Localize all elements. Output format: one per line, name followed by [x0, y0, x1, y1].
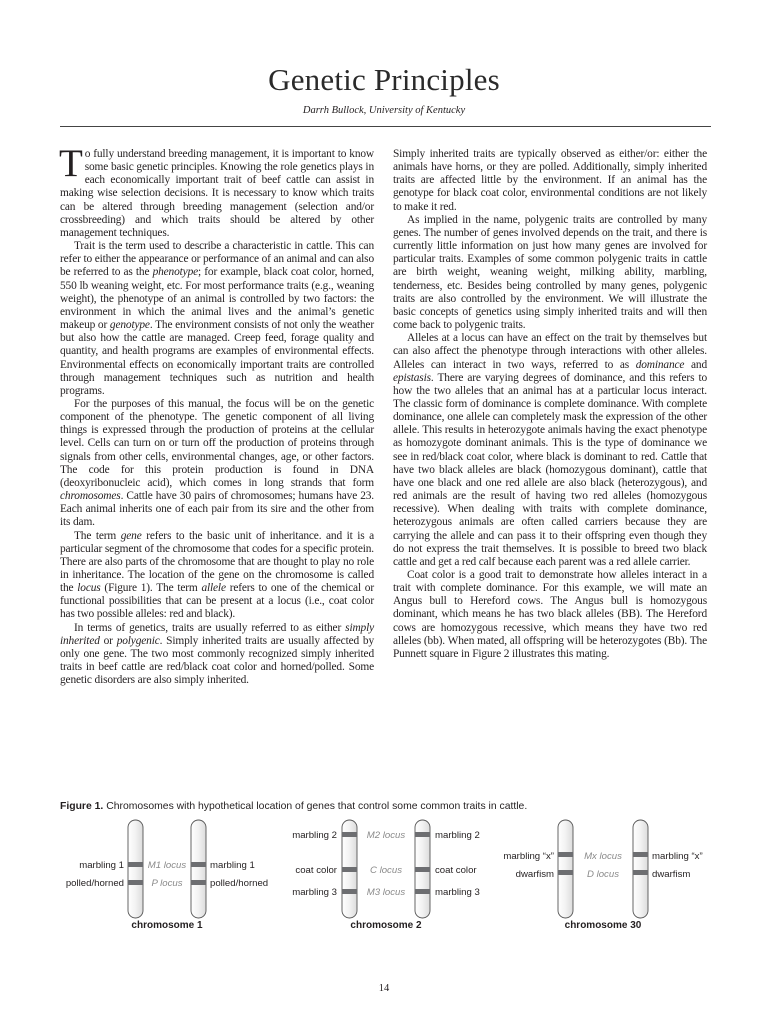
chromosome-1-locus-2: P locus — [151, 878, 183, 889]
figure-1-caption-text: Chromosomes with hypothetical location of genes that control some common traits in cattle. — [103, 801, 528, 812]
body-paragraph — [393, 569, 707, 661]
body-paragraph — [60, 622, 374, 688]
locus-band — [342, 889, 357, 894]
figure-1-label: Figure 1. — [60, 801, 104, 812]
locus-band — [415, 889, 430, 894]
locus-band — [128, 862, 143, 867]
chromosome-2-right-label-1: marbling 2 — [435, 830, 480, 841]
locus-band — [558, 870, 573, 875]
right-column — [393, 148, 707, 661]
chromosome-2-locus-3: M3 locus — [366, 887, 406, 898]
figure-1 — [0, 815, 768, 940]
locus-band — [415, 832, 430, 837]
figure-1-caption — [60, 801, 720, 812]
locus-band — [191, 862, 206, 867]
text-run: . Cattle have 30 pairs of chromosomes; humans have 23. Each animal inherits one of each pair from its sire and the other from its dam. — [60, 490, 374, 529]
italic-term: epistasis — [393, 371, 431, 384]
text-run: In terms of genetics, traits are usually referred to as either — [74, 621, 346, 634]
body-paragraph — [60, 530, 374, 622]
text-run: refers to one of the chemical or functional possibilities that can be present at a locus (i.e., coat color has two possible alleles: red and black). — [60, 582, 374, 621]
text-run: refers to the basic unit of inheritance. and it is a particular segment of the chromosome that codes for a specific protein. There are also parts of the chromosome that are thought to play no role in inheritance. The location of the gene on the chromosome is called the — [60, 529, 374, 595]
chromosome-1-figure — [66, 820, 268, 931]
locus-band — [558, 852, 573, 857]
page-title: Genetic Principles — [268, 62, 500, 97]
chromosome-2-left-label-1: marbling 2 — [292, 830, 337, 841]
text-run: Coat color is a good trait to demonstrate how alleles interact in a trait with complete dominance. For this example, we will mate an Angus bull to Hereford cows. The Angus bull is homozygous dominant, which means he has two black alleles (BB). The Hereford cows are homozygous recessive, which means they have two red alleles (bb). When mated, all offspring will be heterozygotes (Bb). The Punnett square in Figure 2 illustrates this mating. — [393, 569, 707, 660]
locus-band — [415, 867, 430, 872]
italic-term: dominance — [635, 358, 685, 371]
drop-cap: T — [59, 142, 83, 185]
chromosome-30-locus-1: Mx locus — [584, 851, 622, 862]
locus-band — [191, 880, 206, 885]
chromosome-1-right-label-1: marbling 1 — [210, 860, 255, 871]
chromosome-30-left-label-1: marbling “x” — [503, 851, 554, 862]
italic-term: phenotype — [152, 266, 199, 279]
italic-term: locus — [77, 582, 101, 595]
text-run: Alleles at a locus can have an effect on the trait by themselves but can also affect the phenotype through interactions with other alleles. Alleles can interact in two ways, referred to as — [393, 332, 707, 371]
chromosome-30-right-label-2: dwarfism — [652, 869, 691, 880]
chromosome-1-name: chromosome 1 — [131, 920, 203, 931]
chromosome-2-right-label-2: coat color — [435, 865, 477, 876]
italic-term: genotype — [109, 319, 150, 332]
text-run: As implied in the name, polygenic traits are controlled by many genes. The number of genes involved depends on the trait, and there is currently little information on just how many genes are involved for particular traits. Examples of some common polygenic traits in cattle are birth weight, weaning weight, milking ability, marbling, tenderness, etc. Besides being controlled by many genes, polygenic traits are also controlled by the environment. We will illustrate the basic concepts of genetics using simply inherited traits and will then come back to polygenic traits. — [393, 213, 707, 332]
italic-term: allele — [201, 582, 226, 595]
locus-band — [633, 852, 648, 857]
text-run: Simply inherited traits are typically observed as either/or: either the animals have horns, or they are polled. Additionally, simply inherited traits are affected little by the environment. If an animal has the genotype for black coat color, environmental conditions are not likely to make it red. — [393, 148, 707, 213]
text-run: For the purposes of this manual, the focus will be on the genetic component of the phenotype. The genetic component of all living things is expressed through the production of proteins at the cellular level. Cells can turn on or turn off the production of proteins through signals from other cells, environmental changes, age, or other factors. The code for this protein production is found in DNA (deoxyribonucleic acid), which comes in long strands that form — [60, 397, 374, 489]
chromosome-1-locus-1: M1 locus — [147, 860, 187, 871]
text-run: Trait is the term used to describe a characteristic in cattle. This can refer to either the appearance or performance of an animal and can also be referred to as the — [60, 240, 374, 279]
text-run: . The environment consists of not only the weather but also how the cattle are managed. Creep feed, forage quality and quantity, and health programs are examples of environmental effects. Environmental effects on economically important traits are controlled through management techniques such as nutrition and health programs. — [60, 319, 374, 397]
chromosome-2-locus-2: C locus — [370, 865, 402, 876]
body-paragraph — [393, 214, 707, 332]
chromosome-30-name: chromosome 30 — [564, 920, 642, 931]
chromosome-30-right-strand — [633, 820, 648, 918]
text-run: (Figure 1). The term — [100, 582, 202, 595]
chromosome-1-left-label-2: polled/horned — [65, 878, 124, 889]
locus-band — [342, 832, 357, 837]
locus-band — [633, 870, 648, 875]
left-column — [59, 142, 374, 687]
text-run: . There are varying degrees of dominance, and this refers to how the two alleles that an animal has at a particular locus interact. The classic form of dominance is complete dominance. With complete dominance, one allele can completely mask the expression of the other allele. This results in heterozygote animals having the exact phenotype as homozygote dominant animals. This is the type of dominance we see in red/black coat color, where black is dominant to red. Cattle that have two black alleles are black (homozygous dominant), cattle that have one black and one red allele are also black (heterozygous), and red animals are the result of having two red alleles (homozygous recessive). When dealing with traits with complete dominance, heterozygous animals are often called carriers because they are carrying the allele and can pass it to their offspring even though they do not express the trait themselves. It is possible to breed two black cattle and get a red calf because each parent was a red allele carrier. — [393, 371, 707, 568]
text-run: and — [684, 358, 707, 371]
chromosome-1-right-label-2: polled/horned — [210, 878, 269, 889]
locus-band — [128, 880, 143, 885]
chromosome-30-locus-2: D locus — [587, 869, 619, 880]
body-paragraph — [60, 240, 374, 398]
author-line: Darrh Bullock, University of Kentucky — [302, 105, 466, 116]
body-paragraph — [393, 148, 707, 214]
chromosome-1-left-strand — [128, 820, 143, 918]
chromosome-2-figure — [292, 820, 480, 931]
text-run: ; for example, black coat color, horned, 550 lb weaning weight, etc. For most performance traits (e.g., weaning weight), the phenotype of an animal is controlled by two factors: the environment in which the animal lives and the animal’s genetic makeup or — [60, 266, 374, 332]
italic-term: simply inherited — [60, 621, 374, 647]
locus-band — [342, 867, 357, 872]
chromosome-30-right-label-1: marbling “x” — [652, 851, 703, 862]
chromosome-1-right-strand — [191, 820, 206, 918]
text-run: or — [99, 634, 117, 647]
chromosome-2-name: chromosome 2 — [350, 920, 422, 931]
chromosome-2-right-label-3: marbling 3 — [435, 887, 480, 898]
chromosome-2-locus-1: M2 locus — [366, 830, 406, 841]
body-paragraph — [59, 142, 374, 240]
chromosome-2-left-label-2: coat color — [295, 865, 337, 876]
chromosome-2-left-label-3: marbling 3 — [292, 887, 337, 898]
italic-term: chromosomes — [60, 490, 121, 503]
text-run: . Simply inherited traits are usually affected by only one gene. The two most commonly recognized simply inherited traits in beef cattle are red/black coat color and horned/polled. Some genetic disorders are also simply inherited. — [60, 634, 374, 687]
title-rule — [60, 126, 711, 127]
chromosome-30-left-label-2: dwarfism — [515, 869, 554, 880]
italic-term: gene — [120, 529, 142, 542]
page-number: 14 — [378, 983, 390, 994]
body-paragraph — [393, 332, 707, 569]
text-run: The term — [74, 529, 121, 542]
chromosome-30-left-strand — [558, 820, 573, 918]
chromosome-1-left-label-1: marbling 1 — [79, 860, 124, 871]
body-paragraph — [60, 398, 374, 530]
text-run: o fully understand breeding management, it is important to know some basic genetic principles. Knowing the role genetics plays in each economically important trait of beef cattle can assist in making wise selection decisions. It is necessary to know which traits can be altered through breeding management (selection and/or crossbreeding) and which traits should be altered by other management techniques. — [60, 148, 374, 239]
chromosome-30-figure — [503, 820, 702, 931]
italic-term: polygenic — [116, 634, 160, 647]
